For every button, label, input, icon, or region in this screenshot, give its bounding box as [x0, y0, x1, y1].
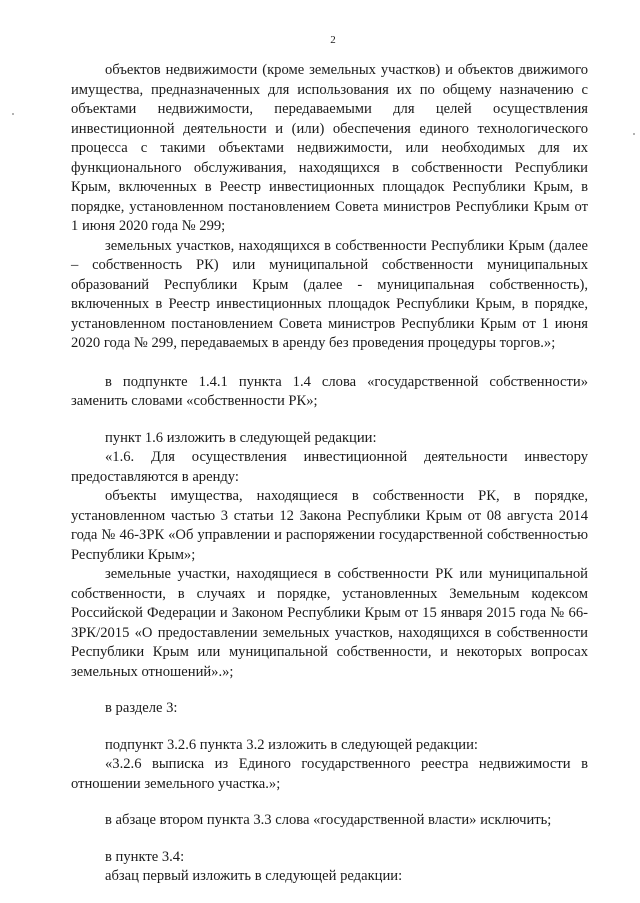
paragraph-section-3: в разделе 3: — [105, 700, 178, 716]
paragraph-gap — [71, 831, 588, 848]
paragraph-real-estate-objects: объектов недвижимости (кроме земельных участков) и объектов движимого имущества, предназначенных для использования их по общему назначению с объектами недвижимости, передаваемыми для целей осуществления инвестиционной деятельности и (или) обеспечения единого технологического процесса с такими объектами недвижимости, или необходимых для их функционального обслуживания, находящихся в собственности Республики Крым, включенных в Реестр инвестиционных площадок Республики Крым, в порядке, установленном постановлением Совета министров Республики Крым от 1 июня 2020 года № 299; — [71, 62, 588, 234]
scan-artifact-dot — [633, 133, 635, 135]
paragraph-subclause-1-4-1: в подпункте 1.4.1 пункта 1.4 слова «государственной собственности» заменить словами «собственности РК»; — [71, 373, 588, 409]
paragraph-property-objects: объекты имущества, находящиеся в собственности РК, в порядке, установленном частью 3 статьи 12 Закона Республики Крым от 08 августа 2014 года № 46-ЗРК «Об управлении и распоряжении государственной собственностью Республики Крым»; — [71, 488, 588, 563]
paragraph-gap — [71, 682, 588, 699]
page-number: 2 — [330, 34, 336, 46]
paragraph-land-plots: земельных участков, находящихся в собственности Республики Крым (далее – собственность РК) или муниципальной собственности муниципальных образований Республики Крым (далее - муниципальная собственность), включенных в Реестр инвестиционных площадок Республики Крым, в порядке, установленном постановлением Совета министров Республики Крым от 1 июня 2020 года № 299, передаваемых в аренду без проведения процедуры торгов.»; — [71, 237, 588, 351]
document-body — [71, 61, 588, 887]
paragraph-gap — [71, 354, 588, 373]
paragraph-subclause-3-2-6-intro: подпункт 3.2.6 пункта 3.2 изложить в следующей редакции: — [105, 736, 478, 753]
paragraph-clause-1-6: «1.6. Для осуществления инвестиционной деятельности инвестору предоставляются в аренду: — [71, 449, 588, 485]
paragraph-first-abzac: абзац первый изложить в следующей редакции: — [105, 868, 403, 884]
scan-artifact-dot — [12, 113, 14, 115]
paragraph-gap — [71, 719, 588, 736]
paragraph-land-plots-cases: земельные участки, находящиеся в собственности РК или муниципальной собственности, в случаях и порядке, установленных Земельным кодексом Российской Федерации и Законом Республики Крым от 15 января 2015 года № 66-ЗРК/2015 «О предоставлении земельных участков, находящихся в собственности Республики Крым или муниципальной собственности, и некоторых вопросах земельных отношений».»; — [71, 566, 588, 680]
paragraph-clause-3-4: в пункте 3.4: — [105, 848, 185, 865]
paragraph-gap — [71, 412, 588, 429]
paragraph-clause-1-6-intro: пункт 1.6 изложить в следующей редакции: — [105, 429, 377, 446]
paragraph-gap — [71, 794, 588, 811]
paragraph-subclause-3-2-6: «3.2.6 выписка из Единого государственного реестра недвижимости в отношении земельного участка.»; — [71, 756, 588, 792]
paragraph-clause-3-3: в абзаце втором пункта 3.3 слова «государственной власти» исключить; — [105, 812, 552, 828]
